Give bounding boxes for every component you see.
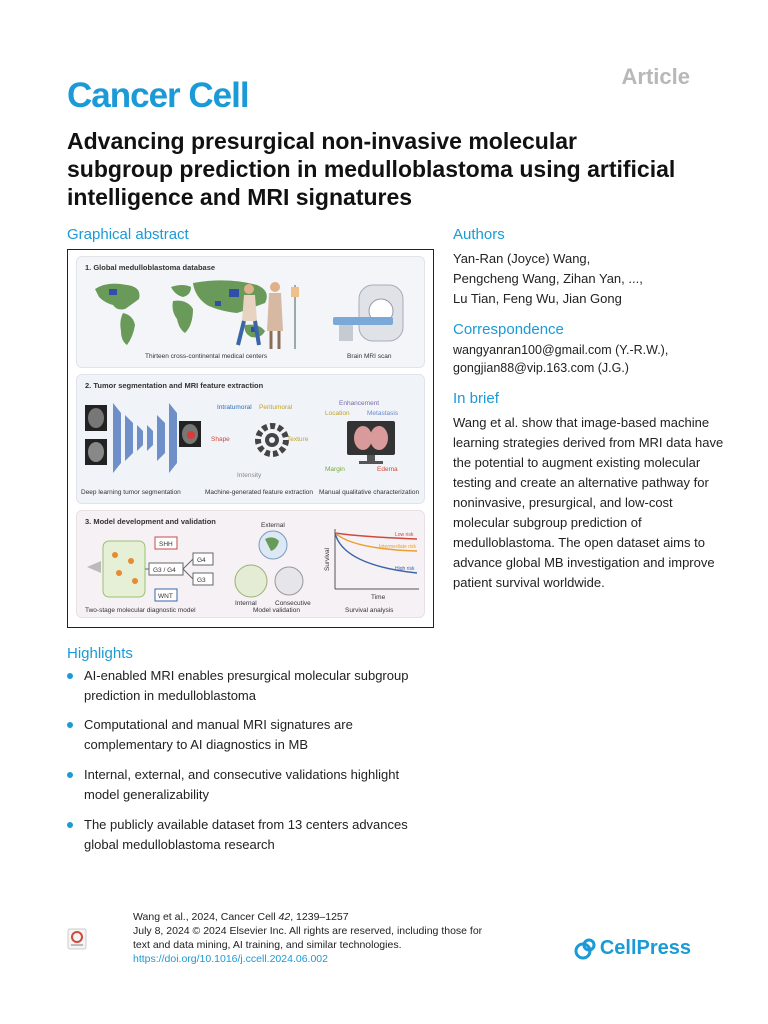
journal-logo[interactable]: Cancer Cell xyxy=(67,76,249,115)
survival-axis-label: Time xyxy=(371,594,386,601)
authors-line: Pengcheng Wang, Zihan Yan, ..., xyxy=(453,271,643,286)
highlight-text: Computational and manual MRI signatures are complementary to AI diagnostics in MB xyxy=(84,717,353,752)
copyright-line: text and data mining, AI training, and similar technologies. xyxy=(133,939,402,951)
panel2-title: 2. Tumor segmentation and MRI feature extraction xyxy=(85,381,264,390)
validation-label: External xyxy=(261,522,285,529)
model-box-label: SHH xyxy=(159,541,173,548)
bullet-icon xyxy=(67,673,73,679)
model-box-label: G4 xyxy=(197,557,206,564)
feature-label: Shape xyxy=(211,436,230,443)
bullet-icon xyxy=(67,822,73,828)
graphical-abstract xyxy=(67,249,434,628)
citation-footer xyxy=(133,910,553,966)
panel3-caption-left: Two-stage molecular diagnostic model xyxy=(85,607,196,614)
email-link[interactable]: wangyanran100@gmail.com (Y.-R.W.), xyxy=(453,343,669,357)
copyright-line: July 8, 2024 © 2024 Elsevier Inc. All rights are reserved, including those for xyxy=(133,925,483,937)
model-box-label: G3 / G4 xyxy=(153,567,176,574)
feature-label: Location xyxy=(325,410,350,417)
feature-label: Edema xyxy=(377,466,398,473)
panel3-title: 3. Model development and validation xyxy=(85,517,216,526)
panel3-caption-right: Survival analysis xyxy=(345,607,394,614)
feature-label: Enhancement xyxy=(339,400,380,407)
authors-line: Yan-Ran (Joyce) Wang, xyxy=(453,251,591,266)
highlight-item xyxy=(67,815,427,855)
publisher-name: CellPress xyxy=(599,937,691,959)
panel-model-validation xyxy=(76,510,425,618)
cellpress-logo[interactable] xyxy=(574,937,691,960)
article-title: Advancing presurgical non-invasive molecular subgroup prediction in medulloblastoma using artificial intelligence and MRI signatures xyxy=(67,128,676,210)
email-link[interactable]: gongjian88@vip.163.com (J.G.) xyxy=(453,361,629,375)
article-type-label: Article xyxy=(621,64,690,89)
risk-label: Low risk xyxy=(395,532,414,538)
panel1-caption-left: Thirteen cross-continental medical centers xyxy=(145,353,268,360)
validation-label: Internal xyxy=(235,600,257,607)
panel3-caption-mid: Model validation xyxy=(253,607,300,614)
model-box-label: WNT xyxy=(158,593,173,600)
panel2-caption-mid: Machine-generated feature extraction xyxy=(205,489,314,496)
highlight-item xyxy=(67,765,427,805)
highlights-heading: Highlights xyxy=(67,645,133,662)
authors-line: Lu Tian, Feng Wu, Jian Gong xyxy=(453,291,622,306)
feature-label: Margin xyxy=(325,466,345,473)
in-brief-heading: In brief xyxy=(453,390,499,407)
panel2-caption-right: Manual qualitative characterization xyxy=(319,489,420,496)
bullet-icon xyxy=(67,772,73,778)
in-brief-text: Wang et al. show that image-based machine learning strategies derived from MRI data have the potential to augment existing molecular testing and create an alternative pathway for noninvasive, presurgical, and low-cost molecular subgroup prediction of medulloblastoma. The open dataset aims to advance global MB investigation and improve patient survival worldwide. xyxy=(453,415,724,590)
patients-illustration xyxy=(235,279,305,353)
segmentation-network-illustration xyxy=(83,393,203,483)
highlight-item xyxy=(67,666,427,706)
doi-link[interactable]: https://doi.org/10.1016/j.ccell.2024.06.002 xyxy=(133,953,328,965)
validation-globes-illustration xyxy=(227,519,317,611)
panel1-caption-right: Brain MRI scan xyxy=(347,353,392,360)
panel-segmentation xyxy=(76,374,425,504)
correspondence-emails xyxy=(453,341,713,377)
survival-axis-label: Survival xyxy=(324,547,331,571)
highlight-item xyxy=(67,715,427,755)
feature-label: Intratumoral xyxy=(217,404,252,411)
feature-label: Peritumoral xyxy=(259,404,293,411)
citation-volume: 42 xyxy=(278,911,291,923)
authors-list xyxy=(453,249,713,309)
cellpress-logo-icon xyxy=(574,938,596,960)
risk-label: Intermediate risk xyxy=(379,544,416,550)
panel2-caption-left: Deep learning tumor segmentation xyxy=(81,489,181,496)
panel-global-database xyxy=(76,256,425,368)
highlight-text: The publicly available dataset from 13 centers advances global medulloblastoma research xyxy=(84,817,408,852)
highlight-text: AI-enabled MRI enables presurgical molecular subgroup prediction in medulloblastoma xyxy=(84,668,409,703)
diagnostic-model-diagram xyxy=(83,527,221,607)
check-for-updates-icon[interactable] xyxy=(67,928,87,950)
highlight-text: Internal, external, and consecutive validations highlight model generalizability xyxy=(84,767,400,802)
graphical-abstract-heading: Graphical abstract xyxy=(67,226,189,243)
model-box-label: G3 xyxy=(197,577,206,584)
citation-line: Wang et al., 2024, Cancer Cell 42, 1239–1257 xyxy=(133,911,349,923)
survival-curve-illustration xyxy=(323,525,423,605)
panel1-title: 1. Global medulloblastoma database xyxy=(85,263,216,272)
feature-label: Texture xyxy=(287,436,309,443)
risk-label: High risk xyxy=(395,566,415,572)
mri-scanner-icon xyxy=(329,279,417,349)
bullet-icon xyxy=(67,722,73,728)
validation-label: Consecutive xyxy=(275,600,311,607)
feature-label: Intensity xyxy=(237,472,262,479)
authors-heading: Authors xyxy=(453,226,505,243)
monitor-icon xyxy=(345,419,397,467)
feature-label: Metastasis xyxy=(367,410,399,417)
correspondence-heading: Correspondence xyxy=(453,321,564,338)
